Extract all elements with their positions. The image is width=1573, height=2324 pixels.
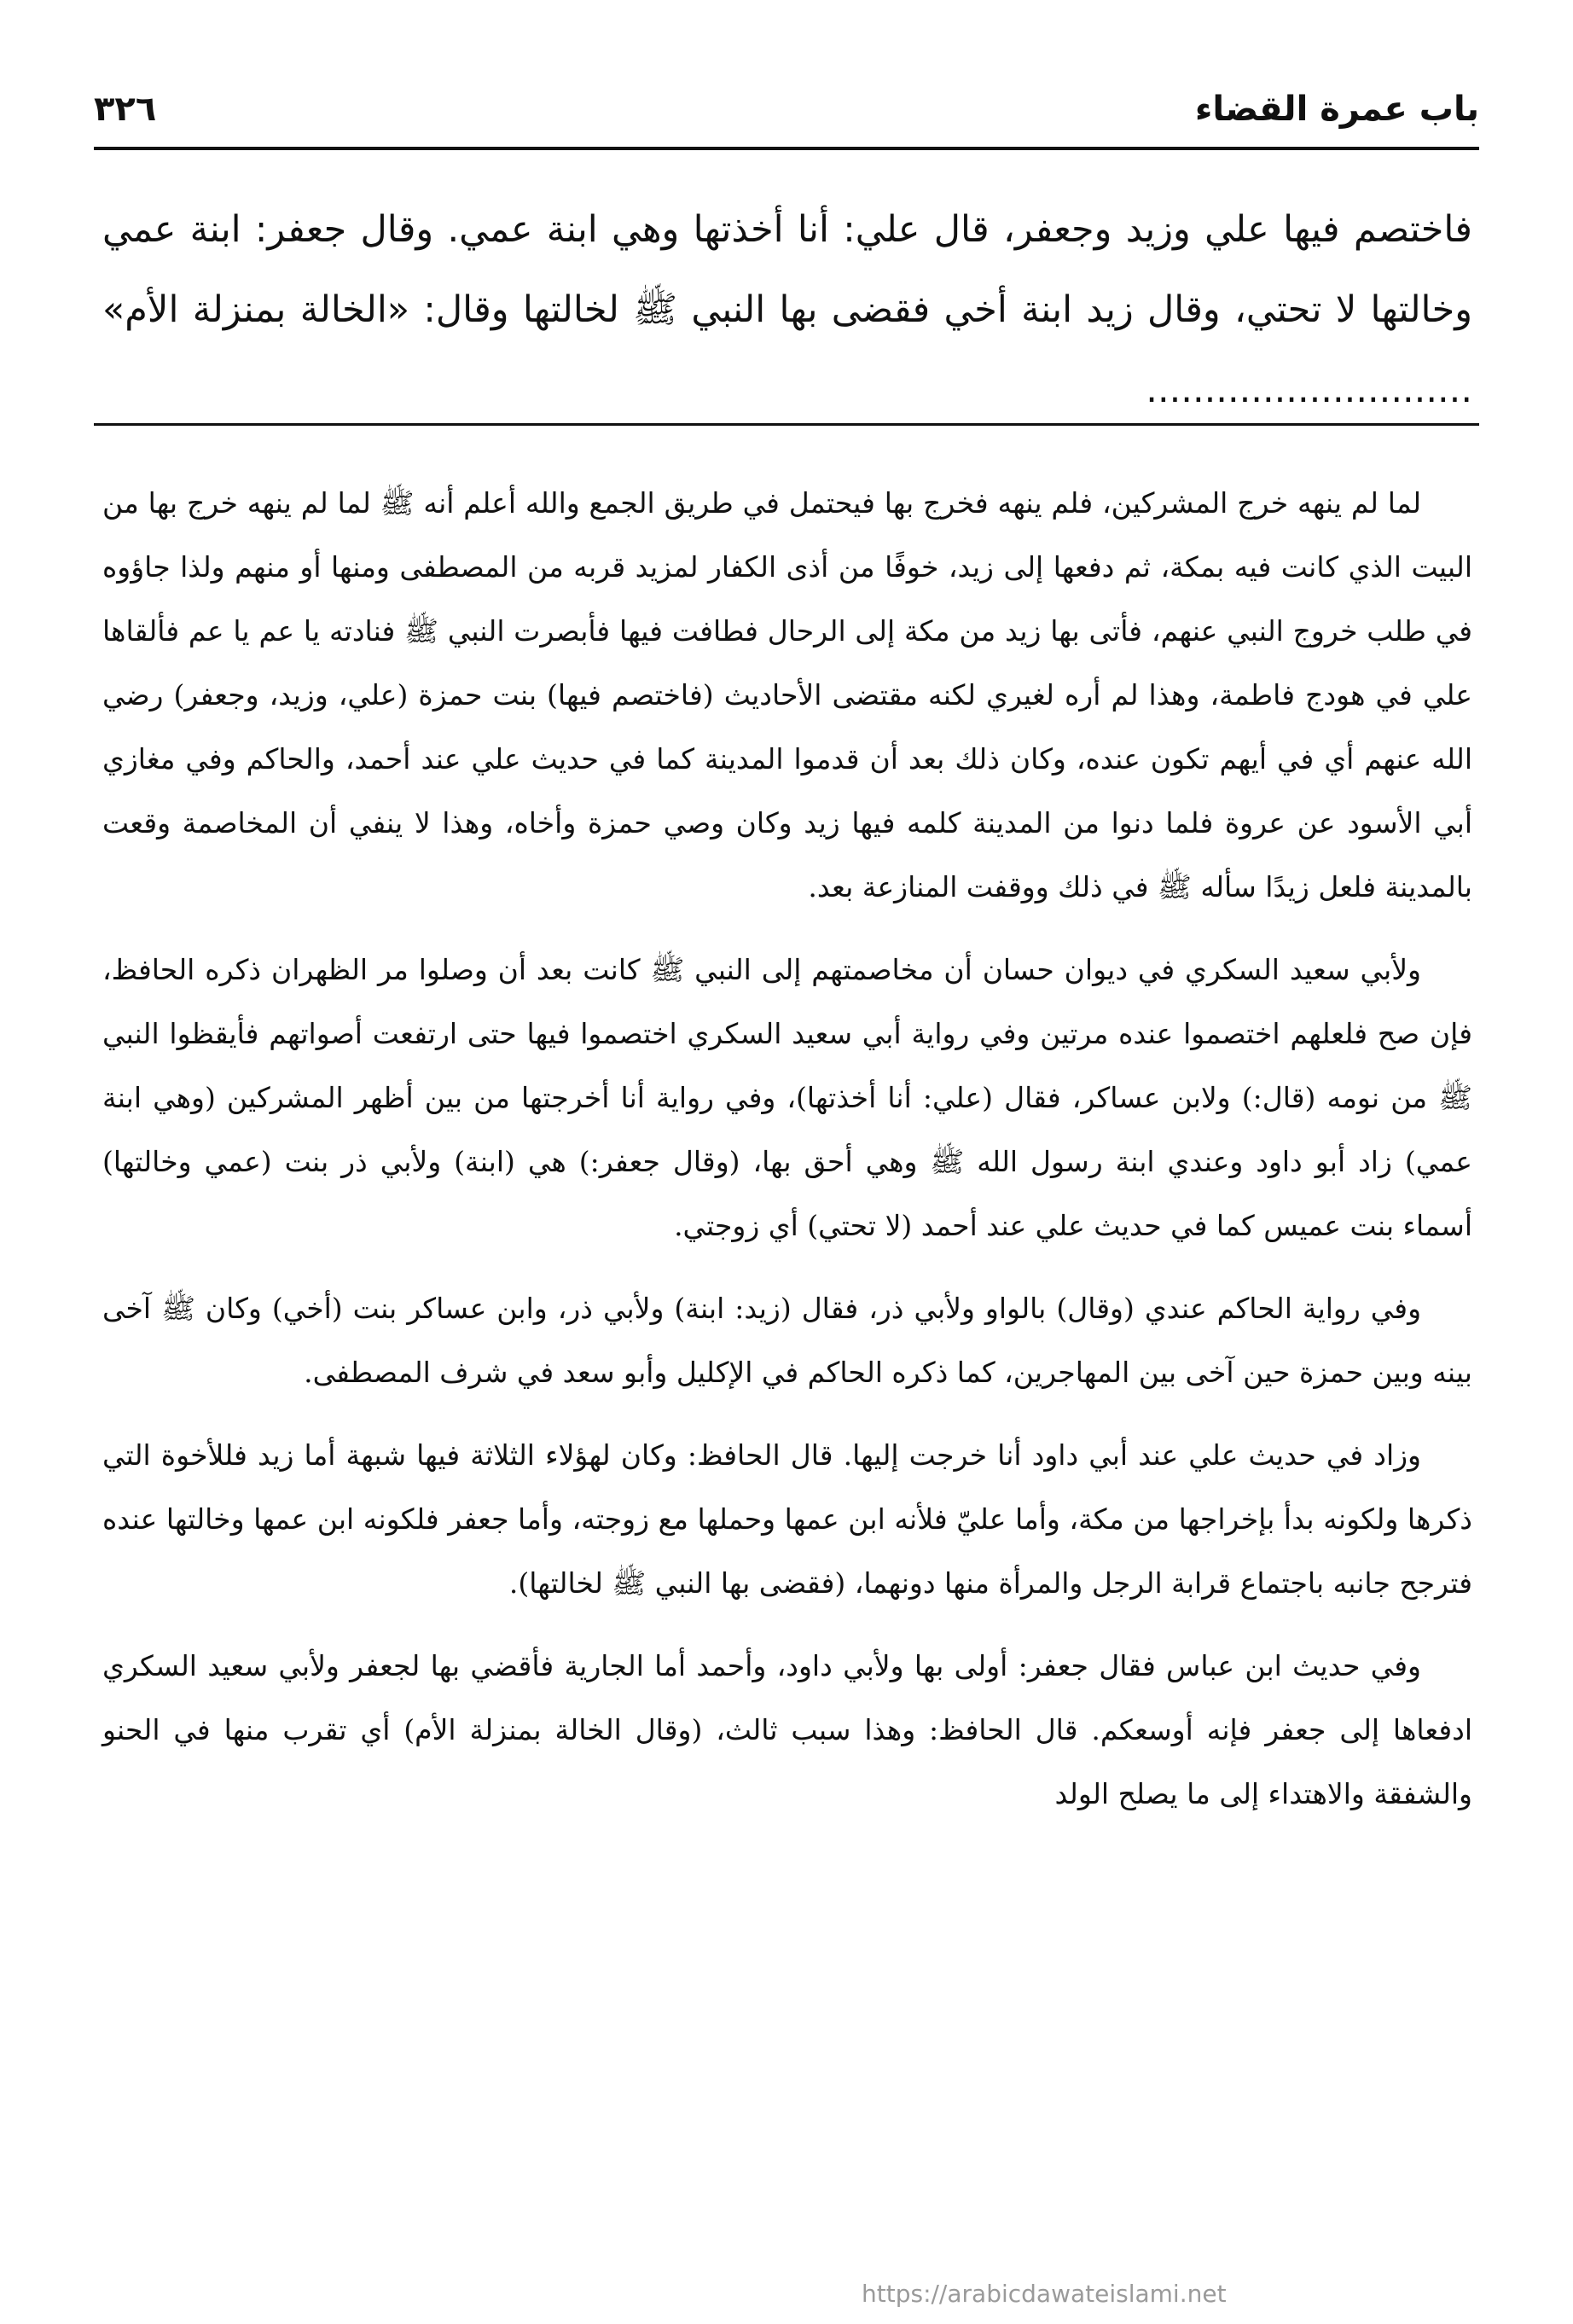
commentary-paragraph: ولأبي سعيد السكري في ديوان حسان أن مخاصمتهم إلى النبي ﷺ كانت بعد أن وصلوا مر الظهران ذكره الحافظ، فإن صح فلعلهم اختصموا عنده مرتين وفي رواية أبي سعيد السكري اختصموا فيها حتى ارتفعت أصواتهم فأيقظوا النبي ﷺ من نومه (قال:) ولابن عساكر، فقال (علي: أنا أخذتها)، وفي رواية أنا أخرجتها من بين أظهر المشركين (وهي ابنة عمي) زاد أبو داود وعندي ابنة رسول الله ﷺ وهي أحق بها، (وقال جعفر:) هي (ابنة) ولأبي ذر بنت (عمي وخالتها) أسماء بنت عميس كما في حديث علي عند أحمد (لا تحتي) أي زوجتي. bbox=[102, 953, 1472, 1242]
commentary-paragraph: وزاد في حديث علي عند أبي داود أنا خرجت إليها. قال الحافظ: وكان لهؤلاء الثلاثة فيها شبهة أما زيد فللأخوة التي ذكرها ولكونه بدأ بإخراجها من مكة، وأما عليّ فلأنه ابن عمها وحملها مع زوجته، وأما جعفر فلكونه ابن عمها وخالتها عنده فترجح جانبه باجتماع قرابة الرجل والمرأة منها دونهما، (فقضى بها النبي ﷺ لخالتها). bbox=[102, 1438, 1472, 1600]
chapter-title: باب عمرة القضاء bbox=[1194, 90, 1479, 129]
header-divider bbox=[94, 147, 1479, 150]
page-header bbox=[94, 78, 1479, 140]
matn-divider bbox=[94, 423, 1479, 426]
page-number: ٣٢٦ bbox=[94, 90, 157, 129]
commentary-paragraph: وفي رواية الحاكم عندي (وقال) بالواو ولأبي ذر، فقال (زيد: ابنة) ولأبي ذر، وابن عساكر بنت (أخي) وكان ﷺ آخى بينه وبين حمزة حين آخى بين المهاجرين، كما ذكره الحاكم في الإكليل وأبو سعد في شرف المصطفى. bbox=[102, 1292, 1472, 1389]
commentary-paragraph: لما لم ينهه خرج المشركين، فلم ينهه فخرج بها فيحتمل في طريق الجمع والله أعلم أنه ﷺ لما لم ينهه خرج بها من البيت الذي كانت فيه بمكة، ثم دفعها إلى زيد، خوفًا من أذى الكفار لمزيد قربه من المصطفى ومنها أو منهم ولذا جاؤوه في طلب خروج النبي عنهم، فأتى بها زيد من مكة إلى الرحال فطافت فيها فأبصرت النبي ﷺ فنادته يا عم يا عم فألقاها علي في هودج فاطمة، وهذا لم أره لغيري لكنه مقتضى الأحاديث (فاختصم فيها) بنت حمزة (علي، وزيد، وجعفر) رضي الله عنهم أي في أيهم تكون عنده، وكان ذلك بعد أن قدموا المدينة كما في حديث علي عند أحمد، والحاكم وفي مغازي أبي الأسود عن عروة فلما دنوا من المدينة كلمه فيها زيد وكان وصي حمزة وأخاه، وهذا لا ينفي أن المخاصمة وقعت بالمدينة فلعل زيدًا سأله ﷺ في ذلك ووقفت المنازعة بعد. bbox=[102, 486, 1472, 903]
commentary-block bbox=[102, 471, 1472, 1845]
matn-text-block bbox=[102, 189, 1472, 430]
matn-text: فاختصم فيها علي وزيد وجعفر، قال علي: أنا أخذتها وهي ابنة عمي. وقال جعفر: ابنة عمي وخالتها لا تحتي، وقال زيد ابنة أخي فقضى بها النبي ﷺ لخالتها وقال: «الخالة بمنزلة الأم» bbox=[102, 208, 1472, 331]
matn-dots: ............................ bbox=[1146, 369, 1472, 411]
commentary-paragraph: وفي حديث ابن عباس فقال جعفر: أولى بها ولأبي داود، وأحمد أما الجارية فأقضي بها لجعفر ولأبي سعيد السكري ادفعاها إلى جعفر فإنه أوسعكم. قال الحافظ: وهذا سبب ثالث، (وقال الخالة بمنزلة الأم) أي تقرب منها في الحنو والشفقة والاهتداء إلى ما يصلح الولد bbox=[102, 1649, 1472, 1810]
watermark-url: https://arabicdawateislami.net bbox=[862, 2280, 1227, 2308]
